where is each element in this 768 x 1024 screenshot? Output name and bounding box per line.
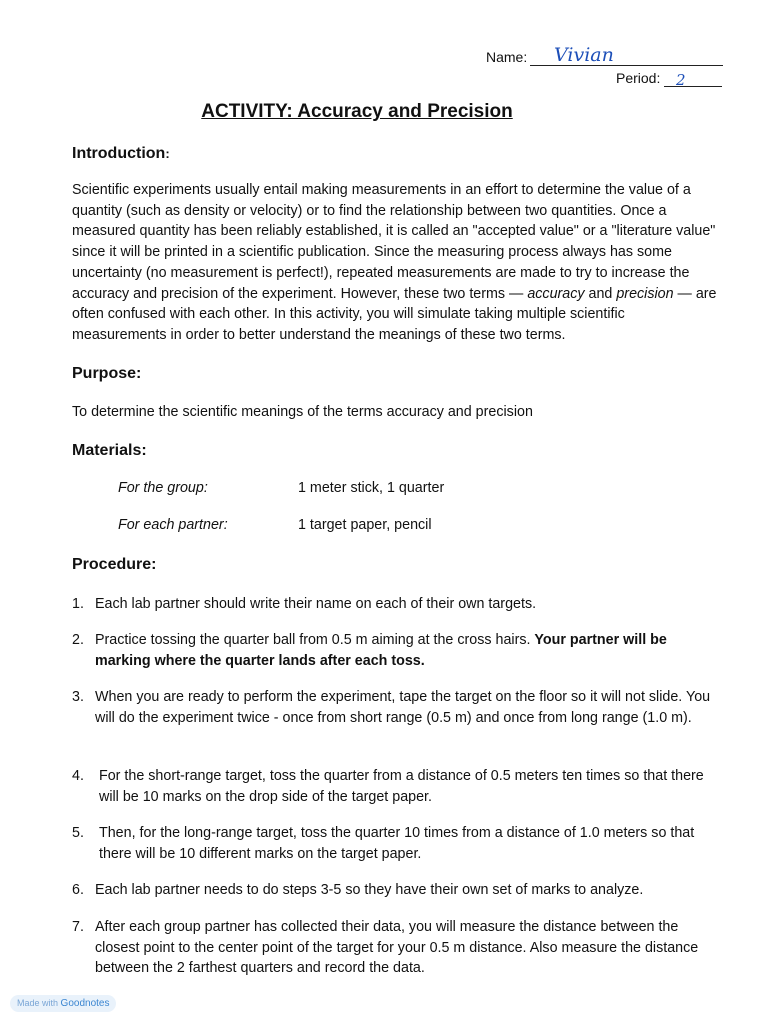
page-title: ACTIVITY: Accuracy and Precision: [201, 101, 513, 122]
introduction-paragraph: Scientific experiments usually entail making measurements in an effort to determine the value of a quantity (such as density or velocity) or to find the relationship between two quantities. Once a measured quantity has been reliably established, it is called an "accepted value" or a "literature value" since it will be printed in a scientific publication. Since the measuring process always has some uncertainty (no measurement is perfect!), repeated measurements are made to try to increase the accuracy and precision of the experiment. However, these two terms — accuracy and precision — are often confused with each other. In this activity, you will simulate taking multiple scientific measurements in order to better understand the meanings of these two terms.: [72, 182, 717, 343]
purpose-heading: Purpose:: [72, 365, 142, 382]
goodnotes-badge: [10, 995, 116, 1012]
name-label: Name:: [486, 49, 528, 65]
period-field: [616, 67, 726, 89]
procedure-heading: Procedure:: [72, 556, 157, 573]
purpose-text: To determine the scientific meanings of the terms accuracy and precision: [72, 404, 533, 420]
materials-value-group: 1 meter stick, 1 quarter: [298, 480, 445, 496]
name-handwriting: Vivian: [554, 44, 614, 66]
materials-heading: Materials:: [72, 442, 147, 459]
materials-value-partner: 1 target paper, pencil: [298, 517, 432, 533]
materials-label-partner: For each partner:: [118, 517, 228, 533]
period-line: [664, 86, 722, 87]
period-handwriting: 2: [676, 71, 686, 89]
period-label: Period:: [616, 70, 661, 86]
name-field: [486, 46, 726, 68]
term-precision: precision: [616, 285, 674, 302]
procedure-step-emphasis: Your partner will be marking where the quarter lands after each toss.: [95, 632, 667, 669]
made-with-label: Made with: [17, 998, 59, 1008]
goodnotes-brand: Goodnotes: [60, 998, 110, 1009]
term-accuracy: accuracy: [527, 285, 585, 302]
materials-label-group: For the group:: [118, 480, 208, 496]
introduction-heading: Introduction:: [72, 145, 170, 162]
